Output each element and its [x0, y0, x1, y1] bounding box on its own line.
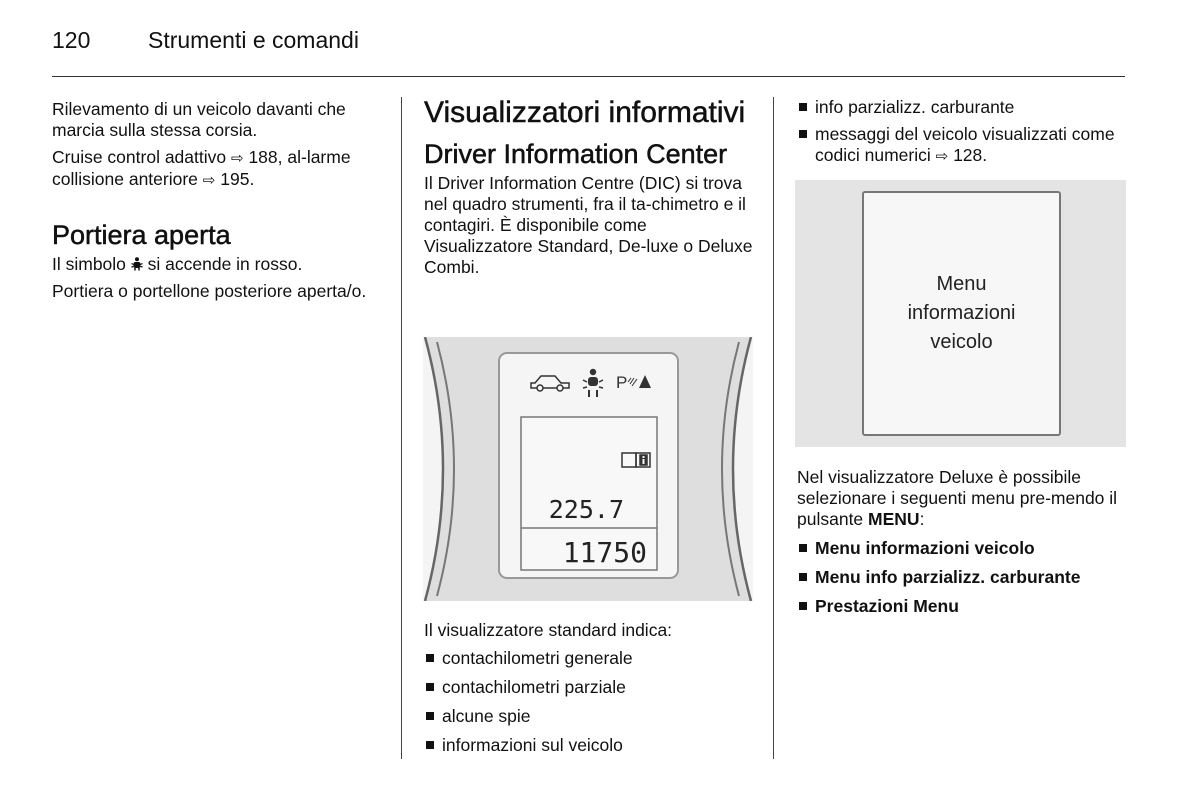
heading-info-displays: Visualizzatori informativi	[424, 96, 746, 129]
list-item: Menu informazioni veicolo	[797, 538, 1127, 559]
list-item: contachilometri generale	[424, 648, 756, 669]
list-item: informazioni sul veicolo	[424, 735, 756, 756]
header-rule	[52, 76, 1125, 77]
bullet-icon	[426, 654, 434, 662]
cross-reference-arrow-icon: ⇨	[202, 172, 216, 189]
bullet-icon	[799, 103, 807, 111]
bullet-icon	[799, 130, 807, 138]
list-item: alcune spie	[424, 706, 756, 727]
dic-standard-display-illustration	[423, 337, 753, 601]
section-title: Strumenti e comandi	[148, 27, 359, 53]
column-2-lower	[424, 620, 756, 764]
page-number: 120	[52, 27, 91, 53]
heading-dic: Driver Information Center	[424, 139, 728, 169]
column-2	[424, 97, 756, 284]
cross-reference-arrow-icon: ⇨	[230, 150, 244, 167]
list-item: Prestazioni Menu	[797, 596, 1127, 617]
column-1	[52, 99, 387, 308]
door-open-warning-icon	[131, 257, 143, 271]
column-3-lower	[797, 467, 1127, 625]
list-item: contachilometri parziale	[424, 677, 756, 698]
bullet-icon	[426, 741, 434, 749]
menu-display-text: Menu informazioni veicolo	[907, 273, 1016, 353]
column-divider-2	[773, 97, 774, 759]
paragraph-standard-display: Il visualizzatore standard indica:	[424, 620, 673, 640]
page-reference: 188	[248, 147, 278, 167]
paragraph-door-symbol: Il simbolo si accende in rosso.	[52, 254, 303, 274]
page-reference: 195	[220, 169, 250, 189]
svg-text:P: P	[616, 373, 628, 392]
total-odometer-value: 11750	[562, 536, 647, 569]
paragraph-cruise-control: Cruise control adattivo ⇨ 188, al-larme collisione anteriore ⇨ 195.	[52, 147, 351, 189]
column-3	[797, 97, 1127, 175]
list-item: Menu info parzializz. carburante	[797, 567, 1127, 588]
bullet-icon	[426, 683, 434, 691]
cross-reference-arrow-icon: ⇨	[935, 148, 949, 165]
menu-button-label: MENU	[868, 509, 920, 529]
page-reference: 128	[953, 145, 983, 165]
paragraph-door-description: Portiera o portellone posteriore aperta/o.	[52, 281, 367, 301]
bullet-icon	[799, 544, 807, 552]
heading-door-open: Portiera aperta	[52, 220, 231, 250]
list-item: info parzializz. carburante	[797, 97, 1127, 118]
paragraph-deluxe-display: Nel visualizzatore Deluxe è possibile selezionare i seguenti menu pre-mendo il pulsante MENU:	[797, 467, 1118, 529]
paragraph-vehicle-detection: Rilevamento di un veicolo davanti che marcia sulla stessa corsia.	[52, 99, 346, 140]
trip-odometer-value: 225.7	[548, 495, 624, 524]
menu-display-illustration	[795, 180, 1126, 447]
paragraph-dic-description: Il Driver Information Centre (DIC) si trova nel quadro strumenti, fra il ta-chimetro e il contagiri. È disponibile come Visualizzatore Standard, De-luxe o Deluxe Combi.	[424, 173, 753, 277]
bullet-icon	[426, 712, 434, 720]
column-divider-1	[401, 97, 402, 759]
menu-display-screen	[862, 191, 1061, 436]
bullet-icon	[799, 573, 807, 581]
list-item: messaggi del veicolo visualizzati come codici numerici ⇨ 128.	[797, 124, 1127, 167]
bullet-icon	[799, 602, 807, 610]
